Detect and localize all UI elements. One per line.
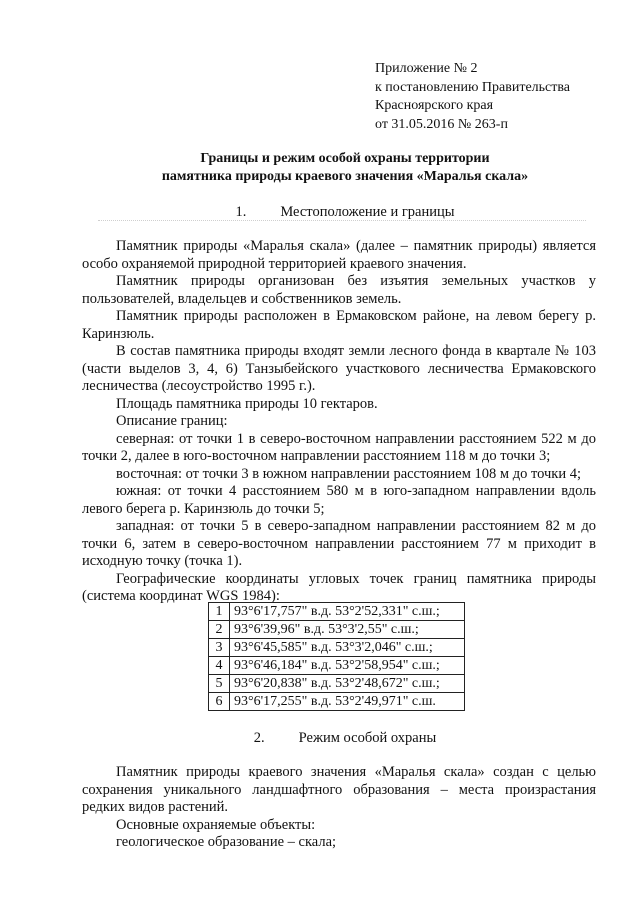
section-heading-text: Местоположение и границы — [280, 204, 455, 220]
point-coordinates: 93°6'20,838" в.д. 53°2'48,672" с.ш.; — [230, 675, 465, 693]
point-number: 6 — [209, 693, 230, 711]
point-coordinates: 93°6'46,184" в.д. 53°2'58,954" с.ш.; — [230, 657, 465, 675]
table-row — [209, 693, 465, 711]
appendix-line: к постановлению Правительства — [375, 79, 571, 95]
paragraph: Памятник природы краевого значения «Маралья скала» создан с целью сохранения уникального ландшафтного образования – места произрастания редких видов растений. — [82, 764, 596, 815]
point-coordinates: 93°6'45,585" в.д. 53°3'2,046" с.ш.; — [230, 639, 465, 657]
appendix-line: от 31.05.2016 № 263-п — [375, 116, 508, 132]
point-number: 1 — [209, 603, 230, 621]
paragraph: южная: от точки 4 расстоянием 580 м в юго-западном направлении вдоль левого берега р. Каринзюль до точки 5; — [82, 483, 596, 517]
section-heading-text: Режим особой охраны — [298, 730, 437, 746]
point-coordinates: 93°6'39,96" в.д. 53°3'2,55" с.ш.; — [230, 621, 465, 639]
paragraph: Памятник природы «Маралья скала» (далее – памятник природы) является особо охраняемой природной территорией краевого значения. — [82, 238, 596, 272]
paragraph: западная: от точки 5 в северо-западном направлении расстоянием 82 м до точки 6, затем в северо-восточном направлении расстоянием 77 м приходит в исходную точку (точка 1). — [82, 518, 596, 569]
title-line: памятника природы краевого значения «Маралья скала» — [161, 169, 529, 184]
paragraph: Описание границ: — [116, 413, 228, 429]
table-row — [209, 657, 465, 675]
appendix-line: Приложение № 2 — [375, 61, 478, 76]
paragraph: Памятник природы расположен в Ермаковском районе, на левом берегу р. Каринзюль. — [82, 308, 596, 342]
point-number: 3 — [209, 639, 230, 657]
paragraph: В состав памятника природы входят земли лесного фонда в квартале № 103 (части выделов 3, 4, 6) Танзыбейского участкового лесничества Ермаковского лесничества (лесоустройство 1995 г.). — [82, 343, 596, 394]
paragraph: Памятник природы организован без изъятия земельных участков у пользователей, владельцев и собственников земель. — [82, 273, 596, 307]
document-title — [60, 150, 630, 186]
table-row — [209, 639, 465, 657]
point-coordinates: 93°6'17,255" в.д. 53°2'49,971" с.ш. — [230, 693, 465, 711]
paragraph: северная: от точки 1 в северо-восточном направлении расстоянием 522 м до точки 2, далее в юго-восточном направлении расстоянием 118 м до точки 3; — [82, 430, 596, 464]
title-line: Границы и режим особой охраны территории — [200, 151, 490, 166]
point-coordinates: 93°6'17,757" в.д. 53°2'52,331" с.ш.; — [230, 603, 465, 621]
paragraph: Географические координаты угловых точек границ памятника природы (система координат WGS 1984): — [82, 570, 596, 604]
table-row — [209, 603, 465, 621]
section-2-heading — [60, 730, 630, 747]
section-2-body — [82, 764, 596, 852]
appendix-block — [375, 60, 570, 134]
point-number: 4 — [209, 657, 230, 675]
paragraph: Площадь памятника природы 10 гектаров. — [116, 395, 378, 412]
section-1-body — [82, 238, 596, 606]
section-1-heading — [60, 204, 630, 221]
paragraph: геологическое образование – скала; — [116, 834, 337, 850]
section-number: 1. — [235, 204, 247, 220]
paragraph: Основные охраняемые объекты: — [116, 816, 316, 833]
coordinates-table — [208, 602, 465, 711]
appendix-line: Красноярского края — [375, 98, 494, 113]
table-row — [209, 621, 465, 639]
point-number: 5 — [209, 675, 230, 693]
section-number: 2. — [253, 730, 265, 746]
table-row — [209, 675, 465, 693]
point-number: 2 — [209, 621, 230, 639]
paragraph: восточная: от точки 3 в южном направлении расстоянием 108 м до точки 4; — [116, 465, 581, 482]
